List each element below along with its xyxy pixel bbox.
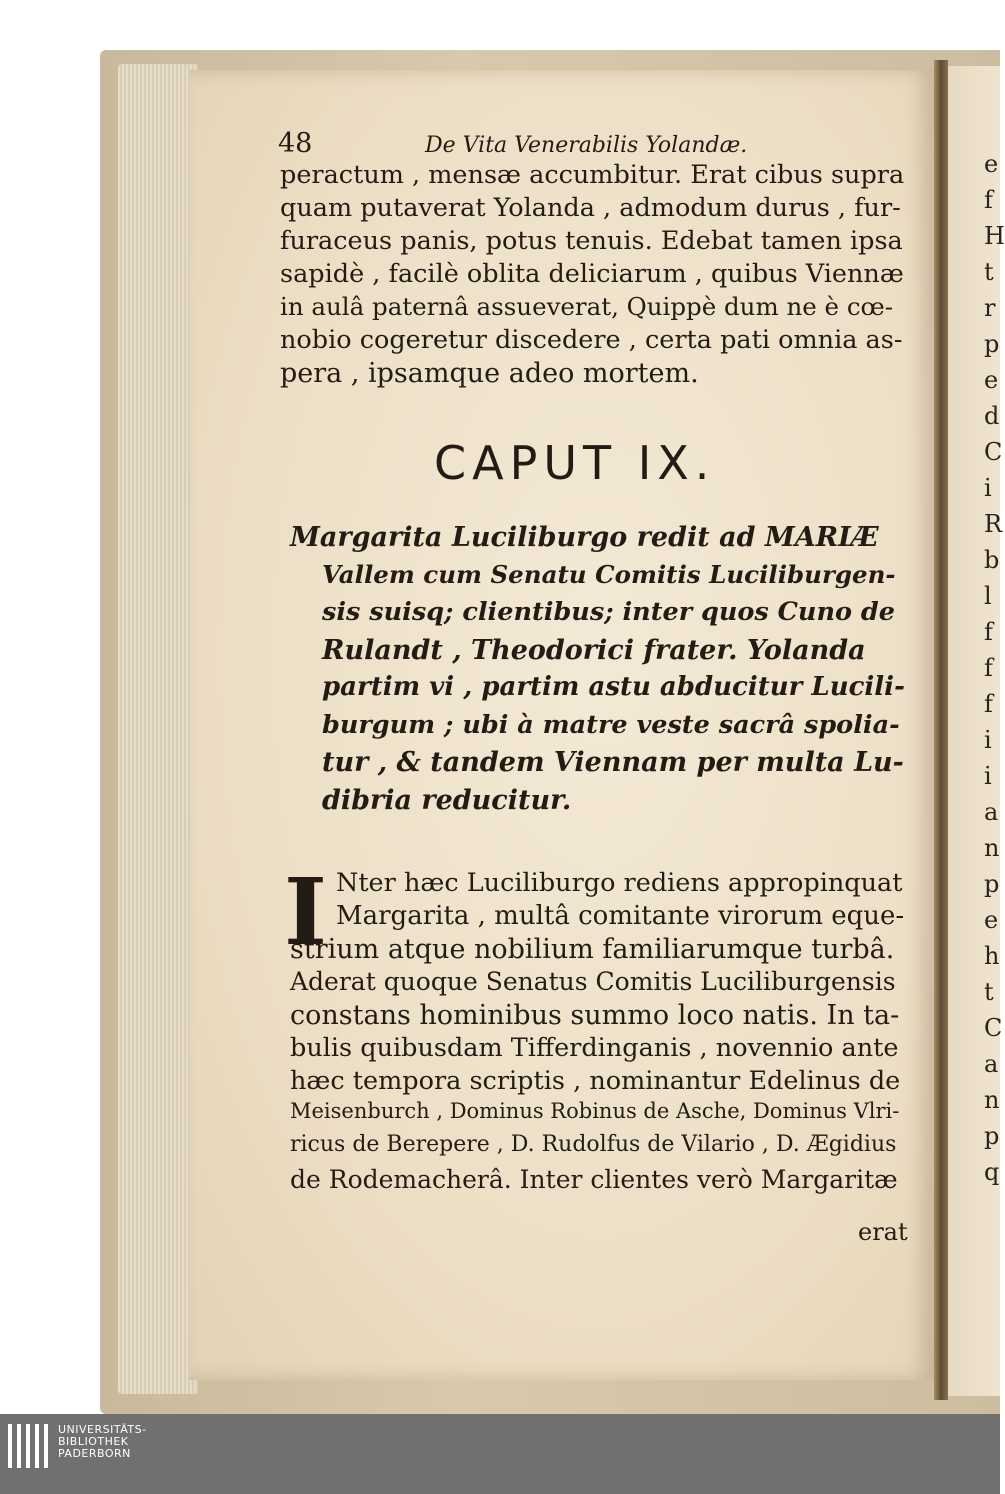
intro-line: peractum , mensæ accumbitur. Erat cibus supra [280,160,905,190]
intro-line: furaceus panis, potus tenuis. Edebat tamen ipsa [280,226,903,256]
summary-line: partim vi , partim astu abducitur Lucili- [322,672,905,702]
facing-page-letter: d [984,402,1000,430]
facing-page-letter: t [984,258,994,286]
facing-page-letter: i [984,762,992,790]
facing-page-letter: p [984,1122,1000,1150]
library-logo-icon [8,1424,52,1468]
body-line: Nter hæc Luciliburgo rediens appropinquat [336,868,903,898]
library-name-line3: PADERBORN [58,1447,131,1460]
facing-page-letter: R [984,510,1003,538]
intro-line: nobio cogeretur discedere , certa pati omnia as- [280,325,903,355]
facing-page-letter: b [984,546,1000,574]
intro-line: sapidè , facilè oblita deliciarum , quibus Viennæ [280,259,904,289]
facing-page-letter: f [984,654,993,682]
body-line: hæc tempora scriptis , nominantur Edelinus de [290,1066,901,1096]
summary-line: Vallem cum Senatu Comitis Luciliburgen- [322,559,896,589]
intro-line: in aulâ paternâ assueverat, Quippè dum ne è cœ- [280,292,894,321]
catchword: erat [858,1218,908,1246]
page-edges [118,64,198,1394]
summary-line: Rulandt , Theodorici frater. Yolanda [322,634,866,666]
library-name-line2: BIBLIOTHEK [58,1435,129,1448]
intro-line: quam putaverat Yolanda , admodum durus , fur- [280,193,901,223]
body-line: de Rodemacherâ. Inter clientes verò Margaritæ [290,1165,898,1194]
chapter-heading: CAPUT IX. [434,436,716,490]
facing-page-letter: e [984,366,999,394]
body-line: constans hominibus summo loco natis. In ta- [290,1000,900,1031]
page-number: 48 [278,128,313,159]
facing-page-letter: h [984,942,1000,970]
facing-page-letter: r [984,294,996,322]
book-gutter [934,60,948,1400]
summary-line: tur , & tandem Viennam per multa Lu- [322,747,904,778]
summary-line: dibria reducitur. [322,784,572,816]
facing-page-letter: a [984,1050,999,1078]
running-title: De Vita Venerabilis Yolandæ. [425,133,748,158]
library-name-line1: UNIVERSITÄTS- [58,1423,147,1436]
facing-page-letter: f [984,618,993,646]
body-line: ricus de Berepere , D. Rudolfus de Vilario , D. Ægidius [290,1132,897,1157]
facing-page-letter: p [984,330,1000,358]
body-line: strium atque nobilium familiarumque turbâ. [290,934,895,965]
facing-page-letter: f [984,186,993,214]
facing-page-letter: i [984,474,992,502]
facing-page-letter: q [984,1158,1000,1186]
summary-line: sis suisq; clientibus; inter quos Cuno de [322,597,895,627]
facing-page-letter: p [984,870,1000,898]
facing-page-letter: H [984,222,1005,250]
facing-page-letter: a [984,798,999,826]
body-line: Margarita , multâ comitante virorum eque- [336,901,905,931]
facing-page-letter: l [984,582,992,610]
facing-page-letter: f [984,690,993,718]
summary-line: burgum ; ubi à matre veste sacrâ spolia- [322,709,900,740]
facing-page-letter: e [984,150,999,178]
facing-page-letter: n [984,834,1000,862]
facing-page-letter: i [984,726,992,754]
facing-page-letter: C [984,1014,1003,1042]
intro-line: pera , ipsamque adeo mortem. [280,358,699,389]
body-line: Meisenburch , Dominus Robinus de Asche, Dominus Vlri- [290,1099,900,1123]
facing-page-letter: C [984,438,1003,466]
summary-line: Margarita Luciliburgo redit ad MARIÆ [290,522,879,553]
body-line: Aderat quoque Senatus Comitis Luciliburgensis [290,967,896,996]
library-footer [0,1414,1000,1494]
facing-page-letter: n [984,1086,1000,1114]
drop-cap: I [284,858,328,966]
facing-page-letter: e [984,906,999,934]
body-line: bulis quibusdam Tifferdinganis , novennio ante [290,1033,899,1063]
facing-page-letter: t [984,978,994,1006]
